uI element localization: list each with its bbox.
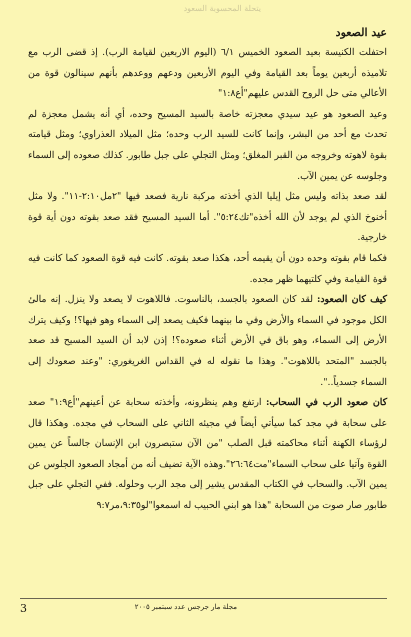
paragraph-5 [28,290,387,393]
article-title: عيد الصعود [335,26,387,39]
page-number: 3 [20,602,27,615]
paragraph-6-lead: كان صعود الرب في السحاب: [266,397,388,409]
footer-publication-text: مجلة مار جرجس عدد سبتمبر ٢٠٠٥ [134,603,237,611]
page-footer [20,598,387,619]
paragraph-2 [28,105,387,187]
paragraph-2-text: وعيد الصعود هو عيد سيدي معجزته خاصة بالسيد المسيح وحده، أي أنه يشمل معجزة لم تحدث مع أحد من البشر، وإنما كانت للسيد الرب وحده؛ مثل الميلاد العذراوي؛ ومثل قيامته بقوة لاهوته وخروجه من القبر المغلق؛ ومثل التجلي على جبل طابور. كذلك صعوده إلى السماء وجلوسه عن يمين الآب. [28,108,387,182]
paragraph-6-text: ارتفع وهم ينظرونه، وأخذته سحابة عن أعينهم"أع١:٩" صعد على سحابة في مجد كما سيأتي أيضاً في مجيئه الثاني على السحاب في مجده. وهكذا قال لرؤساء الكهنة أثناء محاكمته قبل الصلب "من الآن ستبصرون ابن الإنسان جالساً عن يمين القوة وآتيا على سحاب السماء"مت٢٦:٦٤".وهذه الآية تضيف أنه من أمجاد الصعود الجلوس عن يمين الآب. والسحاب في الكتاب المقدس يشير إلى مجد الرب وحلوله. ففي التجلي على جبل طابور صار صوت من السحابة "هذا هو ابني الحبيب له اسمعوا"لو٩:٣٥،مر٩:٧ [28,397,387,512]
bleed-through-text: يتحلة المحسوبة السعود [183,4,261,13]
paragraph-5-lead: كيف كان الصعود: [316,294,387,306]
paragraph-1 [28,43,387,105]
paragraph-6 [28,393,387,517]
paragraph-5-text: لقد كان الصعود بالجسد، بالناسوت. فاللاهوت لا يصعد ولا ينزل. إنه مالئ الكل موجود في السماء والأرض وفي ما بينهما فكيف يصعد إلى السماء وهو فيها؟! وكيف يترك الأرض إلى السماء، وهو باق في الأرض أثناء صعوده؟! إذن لابد أن السيد المسيح قد صعد بالجسد "المتحد باللاهوت". وهذا ما نقوله له في القداس الغريغوري: "وعند صعودك إلى السماء جسدياً..". [28,294,387,388]
paragraph-3 [28,187,387,249]
paragraph-4 [28,249,387,290]
paragraph-1-text: احتفلت الكنيسة بعيد الصعود الخميس ٦/١ (اليوم الاربعين لقيامة الرب). إذ قضى الرب مع تلاميذه أربعين يوماً بعد القيامة وفي اليوم الأربعين ودعهم ووعدهم بأنهم سينالون قوة من الأعالي متى حل الروح القدس عليهم"أع١:٨" [28,47,387,100]
paragraph-4-text: فكما قام بقوته وحده دون أن يقيمه أحد، هكذا صعد بقوته. كانت فيه قوة الصعود كما كانت فيه قوة القيامة وفي كلتيهما ظهر مجده. [28,252,387,285]
paragraph-3-text: لقد صعد بذاته وليس مثل إيليا الذي أخذته مركبة نارية فصعد فيها "٢مل٢:١٠-١١". ولا مثل أخنوخ الذي لم يوجد لأن الله أخذه"تك٥:٢٤". أما السيد المسيح فقد صعد بقوته دون أية قوة خارجية. [28,191,387,244]
